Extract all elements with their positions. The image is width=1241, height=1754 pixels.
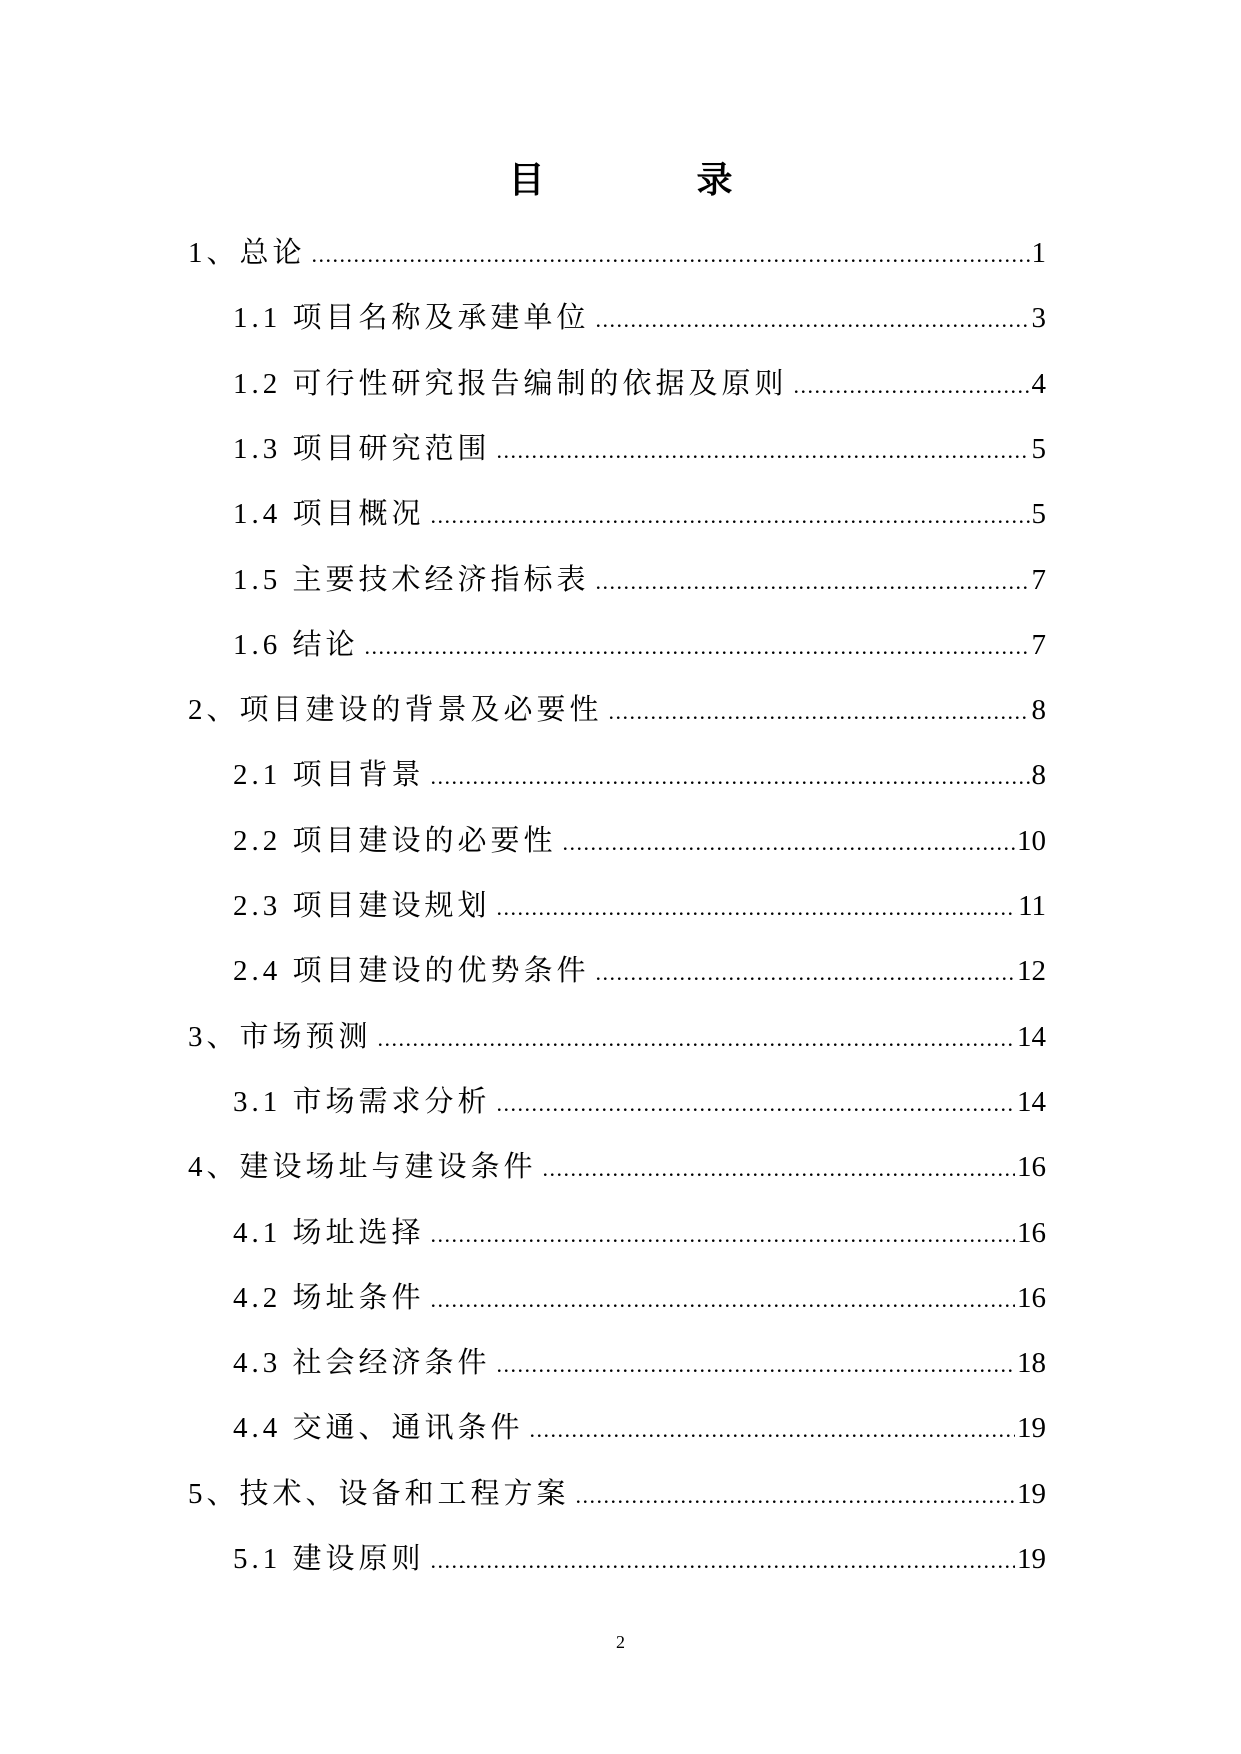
toc-dot-leader — [312, 235, 1030, 275]
toc-entry-page-number: 19 — [1017, 1543, 1046, 1575]
toc-dot-leader — [576, 1476, 1015, 1516]
toc-dot-leader — [794, 366, 1030, 406]
toc-entry-label: 5、技术、设备和工程方案 — [188, 1477, 570, 1510]
toc-entry-label: 1.6 结论 — [233, 628, 359, 661]
toc-entry-page-number: 5 — [1031, 498, 1046, 531]
toc-entry[interactable] — [233, 1343, 1046, 1383]
toc-entry-label: 2、项目建设的背景及必要性 — [188, 694, 603, 727]
toc-entry-page-number: 18 — [1017, 1347, 1046, 1380]
toc-entry-page-number: 10 — [1017, 824, 1046, 857]
toc-dot-leader — [596, 300, 1030, 340]
toc-entry-label: 1.1 项目名称及承建单位 — [233, 302, 590, 335]
page-number: 2 — [616, 1632, 625, 1652]
toc-entry-page-number: 12 — [1017, 955, 1046, 988]
toc-dot-leader — [497, 1345, 1015, 1385]
toc-entry[interactable] — [233, 1278, 1046, 1318]
toc-entry[interactable] — [188, 690, 1046, 730]
toc-entry[interactable] — [233, 821, 1046, 861]
toc-entry-page-number: 19 — [1017, 1477, 1046, 1510]
toc-entry-label: 4.2 场址条件 — [233, 1281, 425, 1314]
toc-entry-label: 2.4 项目建设的优势条件 — [233, 955, 590, 988]
toc-entry-page-number: 14 — [1017, 1085, 1046, 1118]
toc-entry[interactable] — [188, 1017, 1046, 1057]
toc-dot-leader — [609, 692, 1030, 732]
toc-entry-page-number: 1 — [1031, 237, 1046, 269]
toc-entry-page-number: 5 — [1031, 432, 1046, 465]
toc-title: 目 录 — [508, 160, 791, 200]
toc-entry-page-number: 16 — [1017, 1151, 1046, 1184]
toc-entry[interactable] — [233, 560, 1046, 600]
toc-entry[interactable] — [233, 1213, 1046, 1253]
toc-dot-leader — [497, 1084, 1015, 1124]
toc-entry-label: 2.3 项目建设规划 — [233, 890, 491, 922]
toc-entry-page-number: 7 — [1031, 628, 1046, 661]
toc-entry[interactable] — [233, 1539, 1046, 1579]
toc-dot-leader — [497, 431, 1030, 471]
toc-entry[interactable] — [233, 298, 1046, 338]
toc-entry-label: 2.1 项目背景 — [233, 759, 425, 792]
toc-entry-page-number: 4 — [1031, 367, 1046, 400]
toc-entry[interactable] — [233, 1082, 1046, 1122]
toc-entry-label: 3、市场预测 — [188, 1020, 372, 1053]
toc-entry-page-number: 16 — [1017, 1216, 1046, 1249]
toc-entry[interactable] — [188, 233, 1046, 273]
toc-dot-leader — [365, 627, 1030, 667]
toc-dot-leader — [431, 496, 1030, 536]
toc-dot-leader — [431, 1541, 1015, 1581]
toc-entry-page-number: 8 — [1031, 694, 1046, 727]
toc-entry[interactable] — [233, 755, 1046, 795]
toc-entry[interactable] — [233, 1408, 1046, 1448]
toc-dot-leader — [497, 888, 1017, 928]
toc-dot-leader — [378, 1019, 1015, 1059]
toc-dot-leader — [596, 562, 1030, 602]
toc-entry-label: 1.3 项目研究范围 — [233, 432, 491, 465]
toc-entry-page-number: 11 — [1018, 890, 1046, 922]
toc-entry-label: 5.1 建设原则 — [233, 1543, 425, 1575]
toc-dot-leader — [431, 757, 1030, 797]
toc-entry-label: 1.4 项目概况 — [233, 498, 425, 531]
toc-entry[interactable] — [188, 1147, 1046, 1187]
toc-entry-page-number: 19 — [1017, 1412, 1046, 1445]
toc-entry-page-number: 3 — [1031, 302, 1046, 335]
toc-dot-leader — [543, 1149, 1015, 1189]
toc-entry[interactable] — [233, 886, 1046, 926]
toc-dot-leader — [563, 823, 1015, 863]
toc-entry[interactable] — [233, 494, 1046, 534]
toc-dot-leader — [431, 1280, 1015, 1320]
toc-entry-page-number: 7 — [1031, 563, 1046, 596]
toc-entry-label: 4、建设场址与建设条件 — [188, 1151, 537, 1184]
toc-entry-label: 4.3 社会经济条件 — [233, 1347, 491, 1380]
toc-entry[interactable] — [188, 1474, 1046, 1514]
toc-entry[interactable] — [233, 951, 1046, 991]
toc-entry-label: 1.2 可行性研究报告编制的依据及原则 — [233, 367, 788, 400]
toc-entry-page-number: 14 — [1017, 1020, 1046, 1053]
toc-entry-label: 4.4 交通、通讯条件 — [233, 1412, 524, 1445]
toc-entry-label: 4.1 场址选择 — [233, 1216, 425, 1249]
toc-entry-page-number: 16 — [1017, 1281, 1046, 1314]
toc-entry-label: 2.2 项目建设的必要性 — [233, 824, 557, 857]
toc-dot-leader — [596, 953, 1015, 993]
toc-entry[interactable] — [233, 429, 1046, 469]
toc-dot-leader — [431, 1215, 1015, 1255]
toc-entry-label: 1.5 主要技术经济指标表 — [233, 563, 590, 596]
toc-entry-page-number: 8 — [1031, 759, 1046, 792]
toc-entry-label: 1、总论 — [188, 237, 306, 269]
toc-entry[interactable] — [233, 364, 1046, 404]
toc-dot-leader — [530, 1410, 1015, 1450]
toc-entry-label: 3.1 市场需求分析 — [233, 1085, 491, 1118]
toc-entry[interactable] — [233, 625, 1046, 665]
